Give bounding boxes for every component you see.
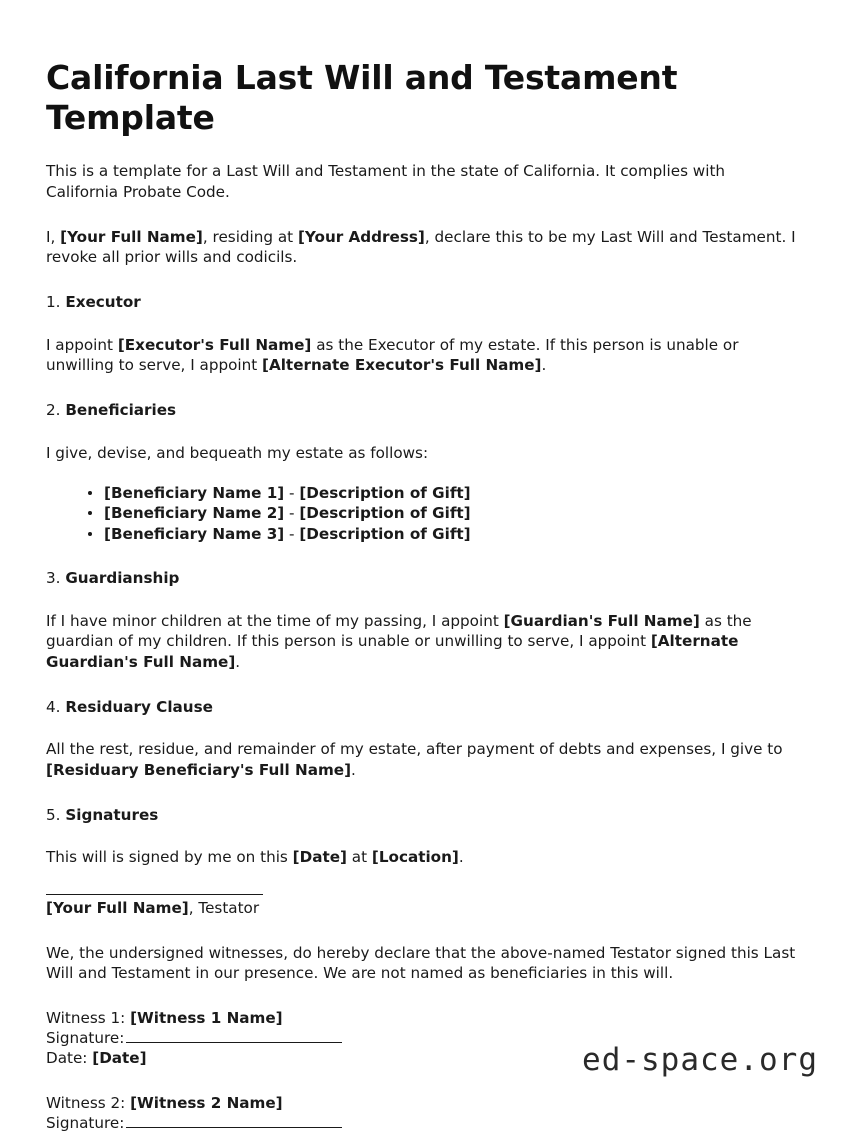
signatures-mid: at xyxy=(346,848,372,867)
list-item xyxy=(88,524,798,544)
declaration-mid: , residing at xyxy=(202,227,298,246)
intro-paragraph xyxy=(46,161,798,202)
testator-role: , Testator xyxy=(188,898,260,917)
beneficiary-separator: - xyxy=(284,484,300,503)
witness-1-name-line xyxy=(46,1008,798,1028)
section-label-residuary: Residuary Clause xyxy=(65,697,213,716)
testator-name-line xyxy=(46,898,798,919)
section-heading-guardianship xyxy=(46,568,798,589)
residuary-lead: All the rest, residue, and remainder of my estate, after payment of debts and expenses, I give to xyxy=(46,740,783,759)
alternate-guardian-name-placeholder: [Alternate Guardian's Full Name] xyxy=(46,632,739,671)
section-number-residuary: 4. xyxy=(46,697,61,716)
section-number-executor: 1. xyxy=(46,292,61,311)
declaration-lead: I, xyxy=(46,227,61,246)
page-title: California Last Will and Testament Template xyxy=(46,58,678,137)
witness-2-signature-label: Signature: xyxy=(46,1113,125,1132)
witness-1-signature-label: Signature: xyxy=(46,1029,125,1048)
witness-1-signature-rule xyxy=(126,1031,342,1043)
executor-name-placeholder: [Executor's Full Name] xyxy=(117,335,312,354)
section-label-signatures: Signatures xyxy=(65,805,159,824)
executor-mid: as the Executor of my estate. If this person is unable or unwilling to serve, I appoint xyxy=(46,335,739,375)
witness-2-name-line xyxy=(46,1093,798,1113)
guardianship-tail: . xyxy=(235,652,241,671)
section-label-guardianship: Guardianship xyxy=(65,568,180,587)
signatures-tail: . xyxy=(458,848,464,867)
section-heading-signatures xyxy=(46,805,798,826)
guardianship-lead: If I have minor children at the time of my passing, I appoint xyxy=(46,611,504,630)
testator-signature-block xyxy=(46,894,798,919)
witness-2-label: Witness 2: xyxy=(46,1093,131,1112)
section-heading-residuary xyxy=(46,697,798,718)
signatures-lead: This will is signed by me on this xyxy=(46,848,293,867)
beneficiary-name: [Beneficiary Name 1] xyxy=(104,484,285,503)
beneficiaries-intro: I give, devise, and bequeath my estate as follows: xyxy=(46,443,429,462)
beneficiary-list xyxy=(46,483,798,544)
signing-date-placeholder: [Date] xyxy=(292,848,347,867)
alternate-executor-name-placeholder: [Alternate Executor's Full Name] xyxy=(262,356,542,375)
list-item xyxy=(88,503,798,523)
witness-2-block xyxy=(46,1093,798,1133)
intro-text: This is a template for a Last Will and Testament in the state of California. It complies with California Probate Code. xyxy=(46,162,726,201)
document-body xyxy=(46,58,798,1133)
witness-2-signature-line xyxy=(46,1113,798,1133)
section-heading-executor xyxy=(46,292,798,313)
testator-signature-line xyxy=(46,894,263,895)
declaration-tail: , declare this to be my Last Will and Testament. I revoke all prior wills and codicils. xyxy=(46,227,796,267)
guardian-name-placeholder: [Guardian's Full Name] xyxy=(503,611,700,630)
declaration-paragraph xyxy=(46,227,798,268)
witness-2-signature-rule xyxy=(126,1116,342,1128)
your-address-placeholder: [Your Address] xyxy=(297,227,425,246)
section-number-signatures: 5. xyxy=(46,805,61,824)
list-item xyxy=(88,483,798,503)
signing-location-placeholder: [Location] xyxy=(371,848,459,867)
residuary-paragraph xyxy=(46,739,798,780)
beneficiary-gift: [Description of Gift] xyxy=(299,484,471,503)
witness-1-date-placeholder: [Date] xyxy=(92,1049,147,1068)
guardianship-mid: as the guardian of my children. If this person is unable or unwilling to serve, I appoint xyxy=(46,611,752,651)
beneficiary-separator: - xyxy=(284,504,300,523)
your-full-name-placeholder: [Your Full Name] xyxy=(60,227,203,246)
witness-1-date-label: Date: xyxy=(46,1049,93,1068)
signatures-paragraph xyxy=(46,847,798,868)
watermark: ed-space.org xyxy=(582,1042,818,1078)
section-number-beneficiaries: 2. xyxy=(46,400,61,419)
residuary-tail: . xyxy=(351,760,356,779)
section-label-beneficiaries: Beneficiaries xyxy=(65,400,177,419)
section-heading-beneficiaries xyxy=(46,400,798,421)
executor-lead: I appoint xyxy=(46,335,118,354)
section-number-guardianship: 3. xyxy=(46,568,61,587)
witness-1-name-placeholder: [Witness 1 Name] xyxy=(130,1008,283,1027)
beneficiary-separator: - xyxy=(284,524,300,543)
witness-statement: We, the undersigned witnesses, do hereby declare that the above-named Testator signed this Last Will and Testament in our presence. We are not named as beneficiaries in this will. xyxy=(46,943,796,983)
executor-paragraph xyxy=(46,335,798,376)
beneficiary-gift: [Description of Gift] xyxy=(299,524,471,543)
residuary-beneficiary-placeholder: [Residuary Beneficiary's Full Name] xyxy=(46,760,352,779)
section-label-executor: Executor xyxy=(65,292,141,311)
testator-name-placeholder: [Your Full Name] xyxy=(46,898,189,917)
witness-2-name-placeholder: [Witness 2 Name] xyxy=(130,1093,283,1112)
witness-1-label: Witness 1: xyxy=(46,1008,131,1027)
executor-tail: . xyxy=(541,356,547,375)
beneficiary-name: [Beneficiary Name 3] xyxy=(104,524,285,543)
beneficiary-gift: [Description of Gift] xyxy=(299,504,471,523)
guardianship-paragraph xyxy=(46,611,798,673)
beneficiary-name: [Beneficiary Name 2] xyxy=(104,504,285,523)
